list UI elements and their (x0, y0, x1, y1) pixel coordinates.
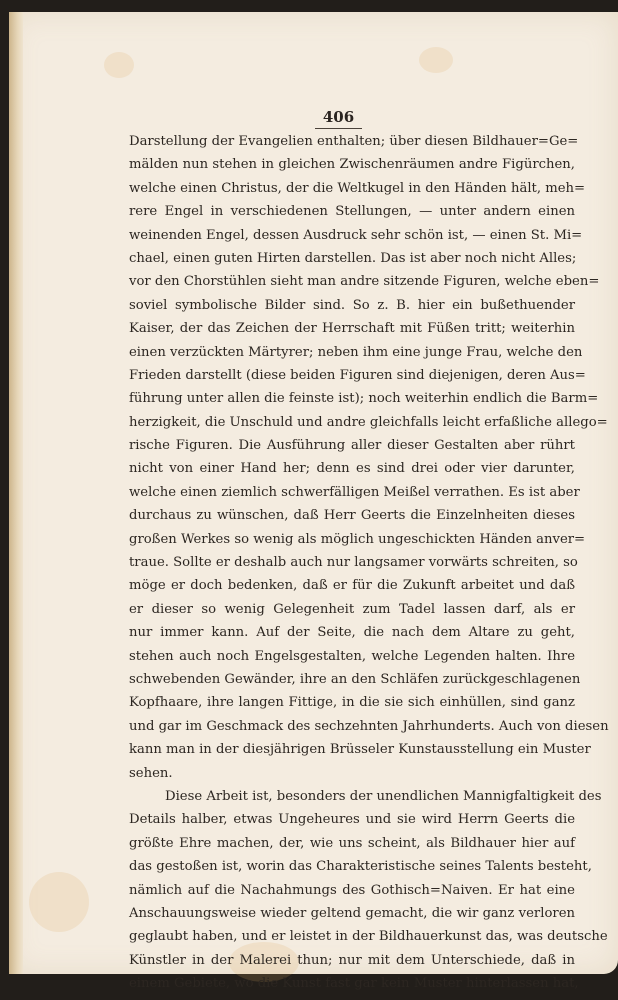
paragraph (129, 130, 609, 785)
text-line: sehen. (129, 765, 173, 781)
book-page (9, 12, 618, 992)
text-line: kann man in der diesjährigen Brüsseler Kunstausstellung ein Muster (129, 742, 591, 758)
text-line: Kaiser, der das Zeichen der Herrschaft mit Füßen tritt; weiterhin (129, 321, 575, 337)
text-line: Details halber, etwas Ungeheures und sie wird Herrn Geerts die (129, 812, 575, 828)
text-line: größte Ehre machen, der, wie uns scheint, als Bildhauer hier auf (129, 835, 575, 851)
page-edge (9, 12, 23, 974)
text-line: chael, einen guten Hirten darstellen. Das ist aber noch nicht Alles; (129, 250, 577, 266)
text-line: nicht von einer Hand her; denn es sind drei oder vier darunter, (129, 461, 575, 477)
paper-stain (419, 47, 453, 73)
text-line: weinenden Engel, dessen Ausdruck sehr schön ist, — einen St. Mi= (129, 227, 583, 243)
paper-stain (104, 52, 134, 78)
paragraph (129, 785, 608, 996)
text-line: schwebenden Gewänder, ihre an den Schläfen zurückgeschlagenen (129, 671, 581, 687)
text-line: großen Werkes so wenig als möglich ungeschickten Händen anver= (129, 531, 586, 547)
text-line: Frieden darstellt (diese beiden Figuren sind diejenigen, deren Aus= (129, 367, 586, 383)
text-line: nämlich auf die Nachahmungs des Gothisch=Naiven. Er hat eine (129, 882, 575, 898)
text-line: durchaus zu wünschen, daß Herr Geerts die Einzelnheiten dieses (129, 508, 575, 524)
text-line: Kopfhaare, ihre langen Fittige, in die sie sich einhüllen, sind ganz (129, 695, 575, 711)
text-line: rere Engel in verschiedenen Stellungen, — unter andern einen (129, 204, 575, 220)
text-line: möge er doch bedenken, daß er für die Zukunft arbeitet und daß (129, 578, 575, 594)
text-line: Darstellung der Evangelien enthalten; über diesen Bildhauer=Ge= (129, 134, 579, 149)
text-line: mälden nun stehen in gleichen Zwischenräumen andre Figürchen, (129, 157, 575, 173)
text-line: Diese Arbeit ist, besonders der unendlichen Mannigfaltigkeit des (165, 788, 602, 804)
text-line: einen verzückten Märtyrer; neben ihm eine junge Frau, welche den (129, 344, 583, 360)
text-line: Künstler in der Malerei thun; nur mit dem Unterschiede, daß in (129, 952, 575, 968)
text-line: Anschauungsweise wieder geltend gemacht, die wir ganz verloren (129, 905, 575, 921)
text-line: rische Figuren. Die Ausführung aller dieser Gestalten aber rührt (129, 438, 575, 454)
text-line: einem Gebiete, wo die Kunst fast gar kein Muster hinterlassen hat, (129, 976, 579, 992)
page-number-text: 406 (315, 108, 362, 129)
text-line: vor den Chorstühlen sieht man andre sitzende Figuren, welche eben= (129, 274, 600, 290)
text-line: geglaubt haben, und er leistet in der Bildhauerkunst das, was deutsche (129, 929, 608, 945)
page-number (9, 108, 618, 129)
text-line: stehen auch noch Engelsgestalten, welche Legenden halten. Ihre (129, 648, 575, 664)
text-line: herzigkeit, die Unschuld und andre gleichfalls leicht erfaßliche allego= (129, 414, 608, 430)
text-line: soviel symbolische Bilder sind. So z. B. hier ein bußethuender (129, 297, 575, 313)
text-line: welche einen ziemlich schwerfälligen Meißel verrathen. Es ist aber (129, 484, 580, 500)
body-text (129, 130, 609, 995)
text-line: er dieser so wenig Gelegenheit zum Tadel lassen darf, als er (129, 601, 575, 617)
text-line: welche einen Christus, der die Weltkugel in den Händen hält, meh= (129, 180, 586, 196)
text-line: führung unter allen die feinste ist); noch weiterhin endlich die Barm= (129, 391, 599, 407)
text-line: nur immer kann. Auf der Seite, die nach dem Altare zu geht, (129, 625, 575, 641)
text-line: das gestoßen ist, worin das Charakteristische seines Talents besteht, (129, 859, 592, 875)
text-line: traue. Sollte er deshalb auch nur langsamer vorwärts schreiten, so (129, 555, 578, 571)
paper-stain (29, 872, 89, 932)
text-line: und gar im Geschmack des sechzehnten Jahrhunderts. Auch von diesen (129, 718, 609, 734)
